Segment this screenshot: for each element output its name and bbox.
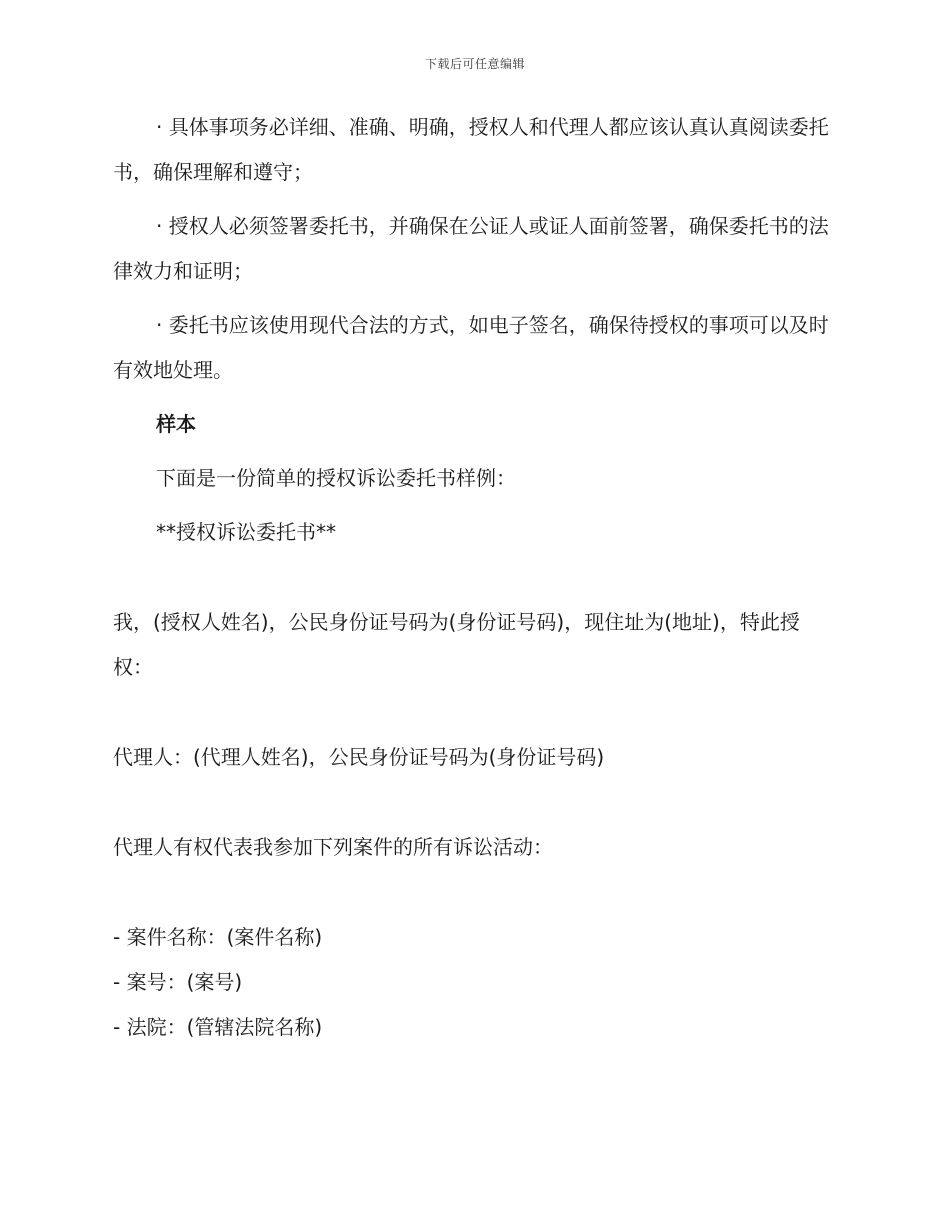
- agent-statement: 代理人：(代理人姓名)，公民身份证号码为(身份证号码): [113, 745, 605, 769]
- page-header: 下载后可任意编辑: [424, 57, 525, 71]
- court-item: - 法院：(管辖法院名称): [113, 1015, 323, 1039]
- section-heading: 样本: [156, 412, 196, 436]
- bullet-item-details: · 具体事项务必详细、准确、明确，授权人和代理人都应该认真认真阅读委托书，确保理解和遵守；: [113, 115, 829, 184]
- bullet-item-electronic: · 委托书应该使用现代合法的方式，如电子签名，确保待授权的事项可以及时有效地处理。: [113, 313, 829, 382]
- grantor-statement: 我，(授权人姓名)，公民身份证号码为(身份证号码)，现住址为(地址)，特此授权：: [113, 610, 800, 679]
- bullet-item-signature: · 授权人必须签署委托书，并确保在公证人或证人面前签署，确保委托书的法律效力和证明；: [113, 214, 829, 283]
- case-name-item: - 案件名称：(案件名称): [113, 925, 323, 949]
- sample-intro: 下面是一份简单的授权诉讼委托书样例：: [156, 466, 516, 490]
- sample-title: **授权诉讼委托书**: [156, 520, 336, 544]
- document-body: [113, 105, 835, 1050]
- case-number-item: - 案号：(案号): [113, 970, 243, 994]
- scope-statement: 代理人有权代表我参加下列案件的所有诉讼活动：: [113, 835, 553, 859]
